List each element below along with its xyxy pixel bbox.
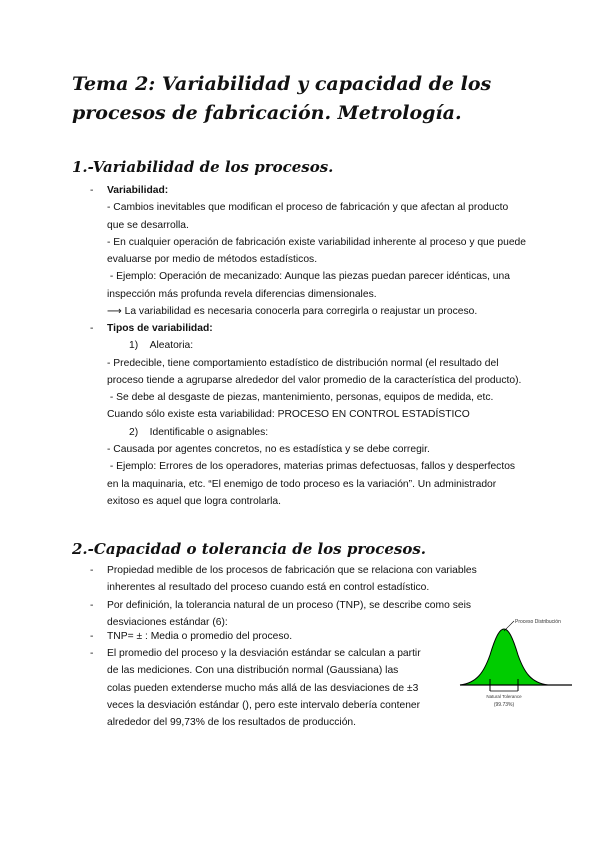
bullet-dash: - (90, 631, 94, 642)
section-heading-variabilidad: 1.-Variabilidad de los procesos. (72, 158, 334, 176)
bullet-tipos-variabilidad (90, 320, 527, 510)
bullet-dash: - (90, 565, 94, 576)
text-line: - Cambios inevitables que modifican el proceso de fabricación y que afectan al producto que se desarrolla. (107, 202, 509, 231)
text-line: - Se debe al desgaste de piezas, mantenimiento, personas, equipos de medida, etc. Cuando sólo existe esta variabilidad: PROCESO EN CONTROL ESTADÍSTICO (107, 392, 497, 421)
numbered-item-aleatoria (107, 337, 527, 354)
figure-label-center: Natural Tolerance (486, 694, 522, 699)
bullet-label: Variabilidad: (107, 185, 169, 196)
section-heading-capacidad: 2.-Capacidad o tolerancia de los procesos. (72, 540, 427, 558)
figure-label-top: Proceso Distribución (515, 619, 561, 625)
item-label: Identificable o asignables: (149, 426, 269, 438)
text-line: - En cualquier operación de fabricación existe variabilidad inherente al proceso y que puede evaluarse por medio de métodos estadísticos. (107, 236, 527, 266)
figure-label-pct: (99.73%) (493, 702, 515, 708)
bullet-dash: - (90, 600, 94, 611)
bullet-dash: - (90, 185, 94, 196)
text-line: El promedio del proceso y la desviación estándar se calculan a partir de las mediciones. Con una distribución normal (Gaussiana) las colas pueden extenderse mucho más allá de las desviaciones de ±3 veces la desviación estándar (), pero este intervalo debería contener alrededor del 99,73% de los resultados de producción. (107, 648, 421, 729)
text-line: - Causada por agentes concretos, no es estadística y se debe corregir. (107, 444, 430, 456)
bullet-propiedad (90, 562, 527, 597)
bullet-tnp-formula (90, 628, 427, 645)
bullet-dash: - (90, 323, 94, 334)
text-line: TNP= ± : Media o promedio del proceso. (107, 631, 293, 642)
numbered-item-identificable (107, 424, 527, 441)
text-line: - Predecible, tiene comportamiento estadístico de distribución normal (el resultado del proceso tiende a agruparse alrededor del valor promedio de la característica del producto). (107, 357, 522, 386)
text-line: Por definición, la tolerancia natural de un proceso (TNP), se describe como seis desviaciones estándar (6): (107, 600, 472, 629)
normal-distribution-figure (432, 617, 582, 717)
bullet-label: Tipos de variabilidad: (107, 323, 213, 334)
item-number: 2) (129, 426, 139, 438)
item-label: Aleatoria: (149, 340, 194, 352)
bell-curve-fill (460, 629, 548, 685)
bullet-promedio (90, 645, 425, 731)
text-line: - Ejemplo: Errores de los operadores, materias primas defectuosas, fallos y desperfectos en la maquinaria, etc. “El enemigo de todo proceso es la variación”. Un administrador exitoso es aquel que logra controlarla. (107, 461, 518, 507)
text-line: - Ejemplo: Operación de mecanizado: Aunque las piezas puedan parecer idénticas, una inspección más profunda revela diferencias dimensionales. (107, 271, 513, 300)
bullet-dash: - (90, 648, 94, 659)
leader-line (504, 621, 514, 631)
bullet-variabilidad (90, 182, 527, 320)
text-line: ⟶ La variabilidad es necesaria conocerla para corregirla o reajustar un proceso. (107, 306, 478, 318)
text-line: Propiedad medible de los procesos de fabricación que se relaciona con variables inherentes al resultado del proceso cuando está en control estadístico. (107, 565, 477, 594)
document-title: Tema 2: Variabilidad y capacidad de los procesos de fabricación. Metrología. (72, 73, 492, 124)
item-number: 1) (129, 340, 139, 352)
